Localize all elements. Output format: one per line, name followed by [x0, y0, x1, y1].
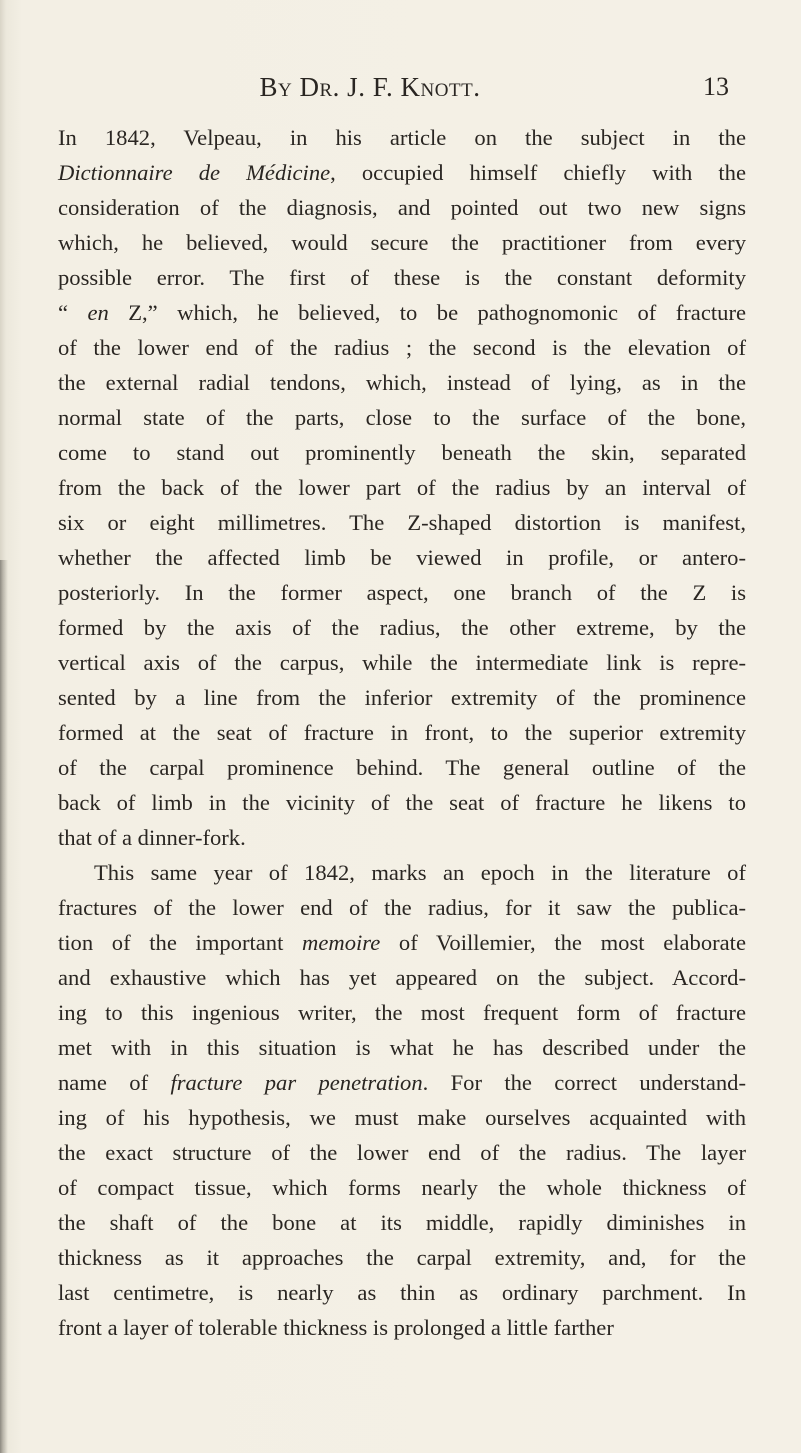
- text-line: ing to this ingenious writer, the most frequent form of fracture: [58, 1000, 746, 1025]
- text-line: front a layer of tolerable thickness is prolonged a little farther: [58, 1315, 614, 1340]
- text-line: vertical axis of the carpus, while the intermediate link is repre-: [58, 650, 746, 675]
- text-line: This same year of 1842, marks an epoch in the literature of: [94, 860, 746, 885]
- text-line: name of fracture par penetration. For the correct understand-: [58, 1070, 746, 1095]
- text-line: of the lower end of the radius ; the second is the elevation of: [58, 335, 746, 360]
- body-text: [58, 120, 746, 1345]
- binding-shadow: [0, 560, 8, 1453]
- text-line: Dictionnaire de Médicine, occupied himself chiefly with the: [58, 160, 746, 185]
- text-line: In 1842, Velpeau, in his article on the subject in the: [58, 125, 746, 150]
- text-line: from the back of the lower part of the radius by an interval of: [58, 475, 746, 500]
- text-line: fractures of the lower end of the radius, for it saw the publica-: [58, 895, 746, 920]
- running-head: [0, 72, 801, 112]
- text-line: normal state of the parts, close to the surface of the bone,: [58, 405, 746, 430]
- text-line: which, he believed, would secure the practitioner from every: [58, 230, 746, 255]
- text-line: back of limb in the vicinity of the seat of fracture he likens to: [58, 790, 746, 815]
- text-line: possible error. The first of these is the constant deformity: [58, 265, 746, 290]
- text-line: tion of the important memoire of Voillemier, the most elaborate: [58, 930, 746, 955]
- text-line: come to stand out prominently beneath the skin, separated: [58, 440, 746, 465]
- text-line: the shaft of the bone at its middle, rapidly diminishes in: [58, 1210, 746, 1235]
- paragraph-2: [58, 855, 746, 1345]
- text-line: whether the affected limb be viewed in profile, or antero-: [58, 545, 746, 570]
- paragraph-1: [58, 120, 746, 855]
- text-line: formed by the axis of the radius, the other extreme, by the: [58, 615, 746, 640]
- running-title: By Dr. J. F. Knott.: [259, 72, 481, 102]
- text-line: last centimetre, is nearly as thin as ordinary parchment. In: [58, 1280, 746, 1305]
- text-line: thickness as it approaches the carpal extremity, and, for the: [58, 1245, 746, 1270]
- text-line: “ en Z,” which, he believed, to be pathognomonic of fracture: [58, 300, 746, 325]
- text-line: the exact structure of the lower end of the radius. The layer: [58, 1140, 746, 1165]
- page-number: 13: [703, 72, 729, 101]
- text-line: the external radial tendons, which, instead of lying, as in the: [58, 370, 746, 395]
- text-line: formed at the seat of fracture in front, to the superior extremity: [58, 720, 746, 745]
- text-line: posteriorly. In the former aspect, one branch of the Z is: [58, 580, 746, 605]
- text-line: and exhaustive which has yet appeared on the subject. Accord-: [58, 965, 746, 990]
- text-line: of compact tissue, which forms nearly the whole thickness of: [58, 1175, 746, 1200]
- text-line: sented by a line from the inferior extremity of the prominence: [58, 685, 746, 710]
- text-line: of the carpal prominence behind. The general outline of the: [58, 755, 746, 780]
- text-line: six or eight millimetres. The Z-shaped distortion is manifest,: [58, 510, 746, 535]
- text-line: consideration of the diagnosis, and pointed out two new signs: [58, 195, 746, 220]
- text-line: that of a dinner-fork.: [58, 825, 246, 850]
- text-line: ing of his hypothesis, we must make ourselves acquainted with: [58, 1105, 746, 1130]
- text-line: met with in this situation is what he has described under the: [58, 1035, 746, 1060]
